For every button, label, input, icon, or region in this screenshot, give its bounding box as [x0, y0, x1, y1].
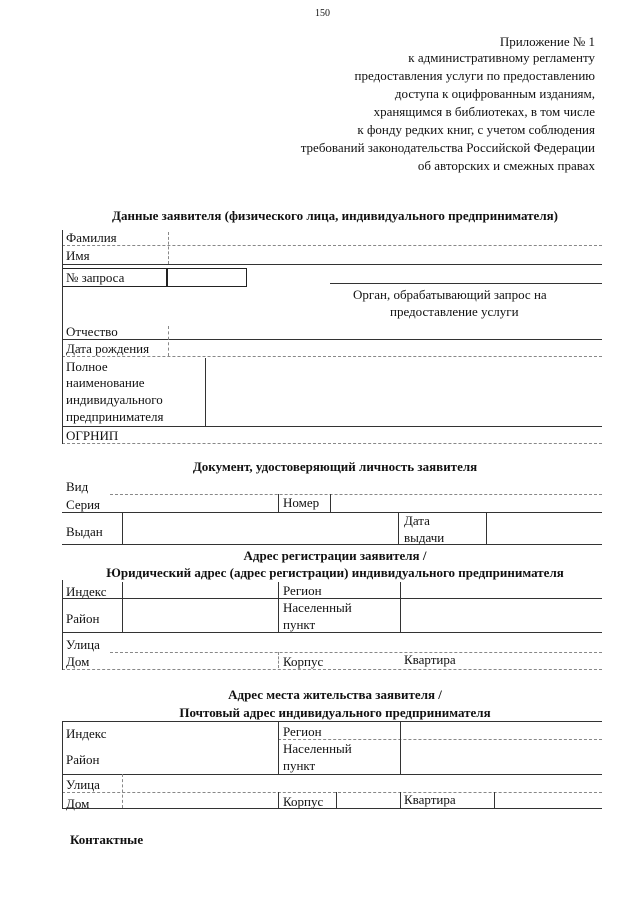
res-locality-label: Населенный — [283, 741, 352, 756]
series-label: Серия — [66, 497, 101, 512]
border — [62, 721, 63, 809]
number-label: Номер — [283, 495, 320, 510]
reg-house-field[interactable] — [62, 669, 602, 670]
divider — [278, 792, 279, 808]
organ-caption: Орган, обрабатывающий запрос на — [353, 287, 547, 302]
doc-type-field[interactable] — [110, 494, 602, 495]
divider — [400, 582, 401, 632]
divider — [330, 494, 331, 512]
birth-date-label: Дата рождения — [66, 341, 150, 356]
reg-region-label: Регион — [283, 583, 322, 598]
divider — [122, 582, 123, 632]
res-locality-label: пункт — [283, 758, 316, 773]
reg-street-label: Улица — [66, 637, 100, 652]
page-number: 150 — [315, 8, 330, 19]
reg-index-field[interactable] — [62, 598, 602, 599]
res-house-label: Дом — [66, 796, 90, 811]
patronymic-label: Отчество — [66, 324, 118, 339]
divider — [168, 232, 169, 264]
issued-by-label: Выдан — [66, 524, 103, 539]
reg-apartment-label: Квартира — [404, 652, 456, 667]
appendix-line: об авторских и смежных правах — [417, 158, 595, 173]
divider — [486, 512, 487, 544]
ogrnip-field[interactable] — [62, 443, 602, 444]
divider — [336, 792, 337, 808]
res-building-label: Корпус — [283, 794, 324, 809]
doc-type-label: Вид — [66, 479, 89, 494]
divider — [400, 792, 401, 808]
surname-label: Фамилия — [66, 230, 117, 245]
res-house-field[interactable] — [62, 808, 602, 809]
request-no-label: № запроса — [66, 270, 125, 285]
res-index-label: Индекс — [66, 726, 107, 741]
ogrnip-label: ОГРНИП — [66, 428, 119, 443]
issued-by-field[interactable] — [62, 544, 602, 545]
organ-caption: предоставление услуги — [390, 304, 519, 319]
appendix-line: к административному регламенту — [408, 50, 595, 65]
divider — [168, 326, 169, 356]
res-street-field[interactable] — [62, 792, 602, 793]
reg-house-label: Дом — [66, 654, 90, 669]
full-name-label: предпринимателя — [66, 409, 164, 424]
issue-date-label: Дата — [404, 513, 430, 528]
reg-district-field[interactable] — [62, 632, 602, 633]
request-no-field[interactable] — [167, 268, 247, 287]
res-region-label: Регион — [283, 724, 322, 739]
appendix-line: доступа к оцифрованным изданиям, — [394, 86, 595, 101]
full-name-field[interactable] — [62, 426, 602, 427]
appendix-line: предоставления услуги по предоставлению — [354, 68, 595, 83]
contacts-heading: Контактные — [70, 832, 144, 847]
issue-date-label: выдачи — [404, 530, 445, 545]
divider — [122, 512, 123, 544]
divider — [400, 721, 401, 774]
name-field[interactable] — [62, 264, 602, 265]
divider — [494, 792, 495, 808]
res-district-label: Район — [66, 752, 100, 767]
name-label: Имя — [66, 248, 90, 263]
divider — [278, 652, 279, 668]
reg-district-label: Район — [66, 611, 100, 626]
appendix-line: хранящимся в библиотеках, в том числе — [373, 104, 595, 119]
reg-street-field[interactable] — [110, 652, 602, 653]
res-apartment-label: Квартира — [404, 792, 456, 807]
res-address-heading: Адрес места жительства заявителя / — [228, 687, 442, 702]
res-index-field[interactable] — [278, 739, 602, 740]
divider — [122, 774, 123, 808]
divider — [278, 582, 279, 632]
divider — [278, 494, 279, 512]
surname-field[interactable] — [62, 245, 602, 246]
divider — [62, 721, 602, 722]
applicant-heading: Данные заявителя (физического лица, индивидуального предпринимателя) — [112, 208, 558, 223]
appendix-line: к фонду редких книг, с учетом соблюдения — [357, 122, 595, 137]
identity-heading: Документ, удостоверяющий личность заявителя — [192, 459, 478, 474]
border — [62, 580, 63, 670]
divider — [205, 358, 206, 426]
divider — [398, 512, 399, 544]
res-street-label: Улица — [66, 777, 100, 792]
reg-locality-label: пункт — [283, 617, 316, 632]
divider — [278, 721, 279, 774]
reg-locality-label: Населенный — [283, 600, 352, 615]
patronymic-field[interactable] — [62, 339, 602, 340]
reg-address-heading: Юридический адрес (адрес регистрации) индивидуального предпринимателя — [106, 565, 564, 580]
appendix-line: требований законодательства Российской Федерации — [300, 140, 595, 155]
res-address-heading: Почтовый адрес индивидуального предпринимателя — [179, 705, 491, 720]
reg-index-label: Индекс — [66, 584, 107, 599]
reg-building-label: Корпус — [283, 654, 324, 669]
appendix-title: Приложение № 1 — [499, 34, 595, 49]
organ-field[interactable] — [330, 283, 602, 284]
appendix-header — [175, 34, 595, 175]
full-name-label: Полное — [66, 359, 108, 374]
full-name-label: индивидуального — [66, 392, 163, 407]
series-number-field[interactable] — [62, 512, 602, 513]
border — [62, 230, 63, 444]
res-district-field[interactable] — [62, 774, 602, 775]
birth-date-field[interactable] — [62, 356, 602, 357]
full-name-label: наименование — [66, 375, 145, 390]
reg-address-heading: Адрес регистрации заявителя / — [243, 548, 427, 563]
